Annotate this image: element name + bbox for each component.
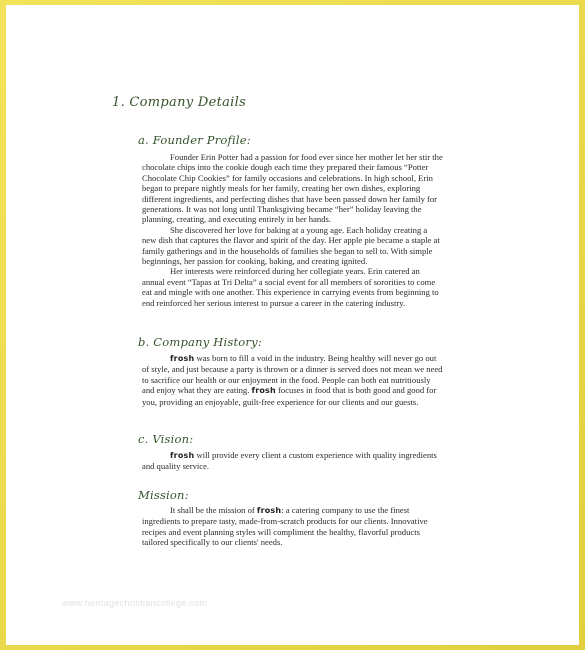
- history-text-a: was born to fill a void in the industry. Being healthy will never go out of style, and just because a party is thrown or a dinner is served does not mean we need to sacrifice our health or our enjoyment in the food. People can both eat nutritiously and enjoy what they are eating.: [142, 353, 443, 396]
- mission-text-a: It shall be the mission of: [170, 505, 257, 515]
- brand-name: frosh: [251, 386, 276, 396]
- history-text-b: focuses in food that is both good and good for you, providing an enjoyable, guilt-free experience for our clients and our guests.: [142, 385, 437, 407]
- company-history-title: b. Company History:: [138, 335, 262, 349]
- founder-paragraph-2: She discovered her love for baking at a young age. Each holiday creating a new dish that captures the flavor and spirit of the day. Her apple pie became a staple at family gatherings and in the households of families she began to sell to. With simple beginnings, her passion for cooking, baking, and creating ignited.: [142, 224, 440, 267]
- founder-profile-title: a. Founder Profile:: [138, 133, 251, 147]
- founder-paragraph-3: Her interests were reinforced during her collegiate years. Erin catered an annual event “Tapas at Tri Delta” a social event for all members of sororities to come eat and mingle with one another. This experience in carrying events from beginning to end reinforced her serious interest to pursue a career in the catering industry.: [142, 266, 439, 308]
- watermark: www.heritagechristiancollege.com: [62, 598, 208, 608]
- mission-body: [142, 505, 443, 548]
- vision-body: [142, 450, 443, 472]
- section-heading: 1. Company Details: [112, 95, 247, 110]
- brand-name: frosh: [170, 354, 195, 363]
- company-history-body: [142, 353, 443, 407]
- vision-title: c. Vision:: [138, 432, 194, 446]
- vision-text: will provide every client a custom experience with quality ingredients and quality service.: [142, 450, 437, 472]
- brand-name: frosh: [170, 451, 195, 460]
- brand-name: frosh: [256, 506, 282, 515]
- document-page: [6, 5, 579, 645]
- founder-paragraph-1: Founder Erin Potter had a passion for food ever since her mother let her stir the chocolate chips into the cookie dough each time they prepared their famous “Potter Chocolate Chip Cookies” for family occasions and celebrations. In high school, Erin began to prepare nightly meals for her family, creating her own dishes, exploring different ingredients, and perfecting dishes that have been passed down her family for generations. It was not long until Thanksgiving became “her” holiday leaving the planning, creating, and executing entirely in her hands.: [142, 152, 443, 225]
- mission-text-b: : a catering company to use the finest ingredients to prepare tasty, made-from-scratch products for our clients. Innovative recipes and event planning styles will compliment the healthy, flavorful products tailored specifically to our clients' needs.: [142, 505, 428, 548]
- mission-title: Mission:: [138, 488, 189, 502]
- founder-profile-body: [142, 152, 443, 308]
